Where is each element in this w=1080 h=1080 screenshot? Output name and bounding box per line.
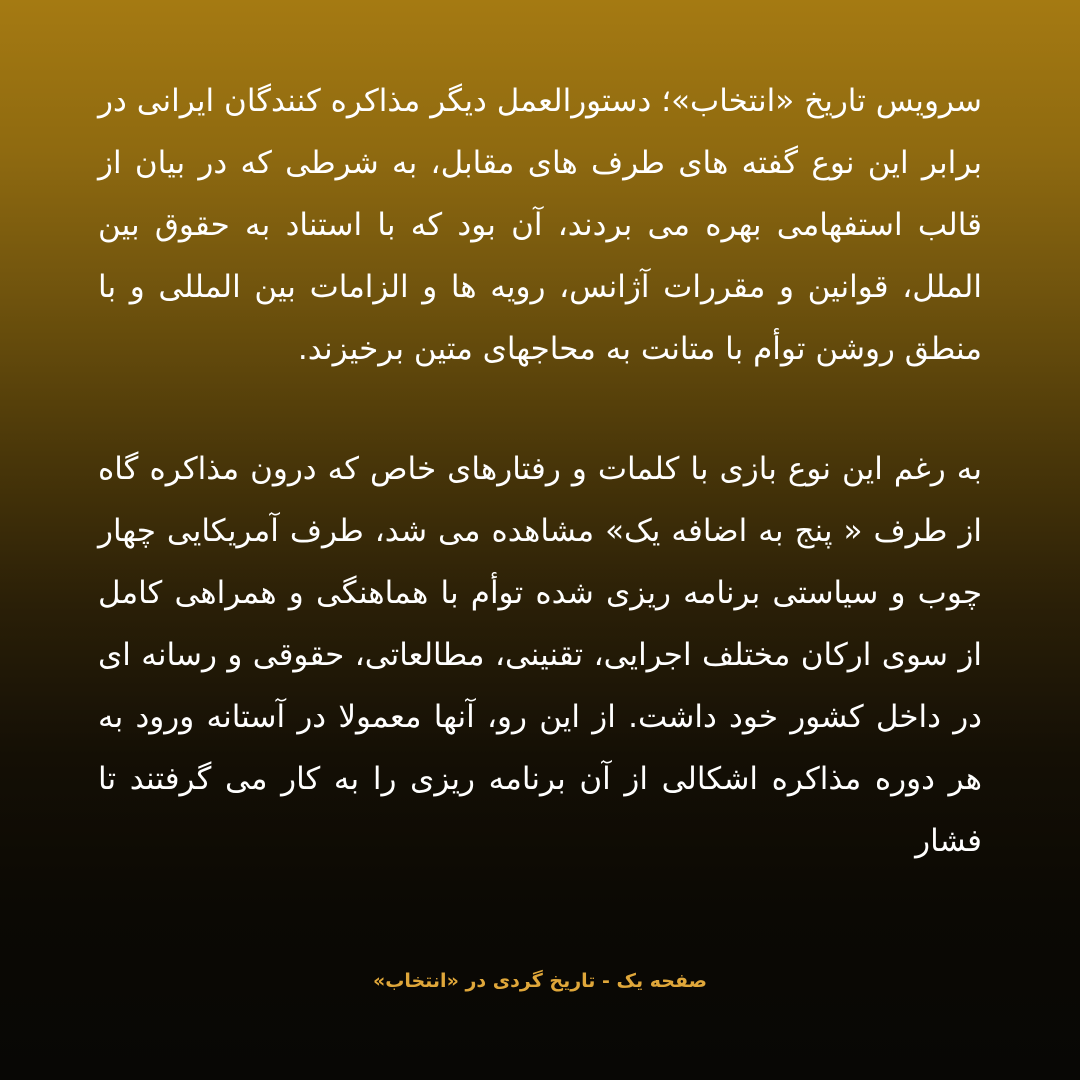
page-footer: صفحه یک - تاریخ گردی در «انتخاب» [372,970,708,992]
paragraph-2: به رغم این نوع بازی با کلمات و رفتارهای خاص که درون مذاکره گاه از طرف « پنج به اضافه یک» مشاهده می شد، طرف آمریکایی چهار چوب و سیاستی برنامه ریزی شده توأم با هماهنگی و همراهی کامل از سوی ارکان مختلف اجرایی، تقنینی، مطالعاتی، حقوقی و رسانه ای در داخل کشور خود داشت. از این رو، آنها معمولا در آستانه ورود به هر دوره مذاکره اشکالی از آن برنامه ریزی را به کار می گرفتند تا فشار [98,451,982,859]
paragraph-1: سرویس تاریخ «انتخاب»؛ دستورالعمل دیگر مذاکره کنندگان ایرانی در برابر این نوع گفته های طرف های مقابل، به شرطی که در بیان از قالب استفهامی بهره می بردند، آن بود که با استناد به حقوق بین الملل، قوانین و مقررات آژانس، رویه ها و الزامات بین المللی و با منطق روشن توأم با متانت به محاجهای متین برخیزند. [98,83,982,367]
article-body [98,70,982,872]
